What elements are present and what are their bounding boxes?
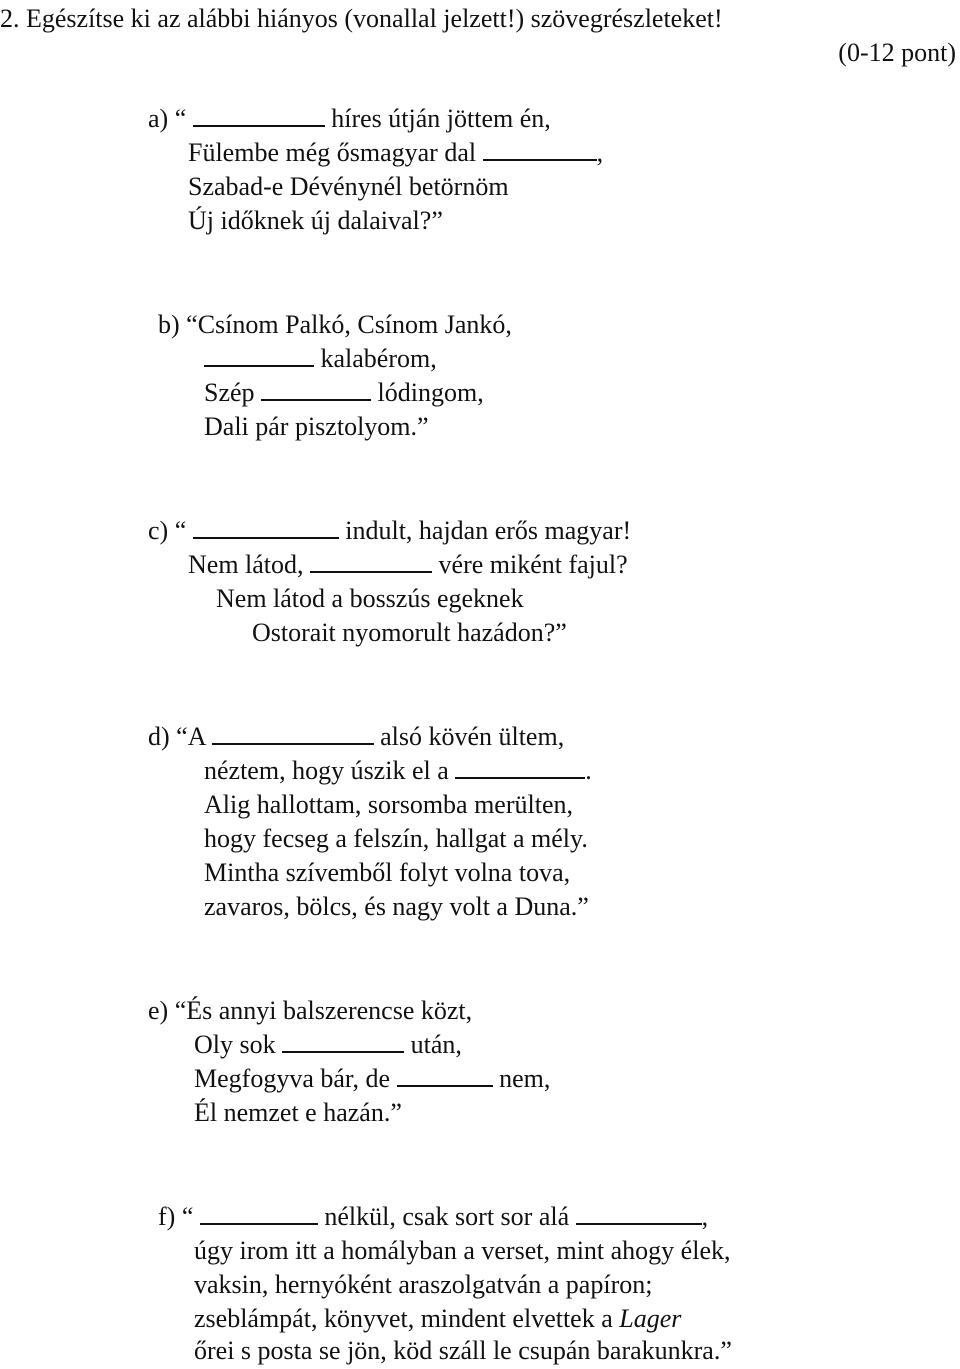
excerpt-a-line-3: Szabad-e Dévénynél betörnöm (188, 172, 509, 201)
excerpt-b-line-1: b) “Csínom Palkó, Csínom Jankó, (158, 310, 512, 339)
blank-c-1[interactable] (193, 515, 339, 539)
excerpt-d-line-4: hogy fecseg a felszín, hallgat a mély. (204, 824, 588, 853)
blank-e-2[interactable] (397, 1063, 493, 1087)
points-label: (0-12 pont) (838, 38, 956, 67)
excerpt-f-line-5: őrei s posta se jön, köd száll le csupán barakunkra.” (194, 1336, 732, 1365)
excerpt-f-line-4: zseblámpát, könyvet, mindent elvettek a Lager (194, 1304, 682, 1333)
excerpt-a-line-1: a) “ híres útján jöttem én, (148, 104, 551, 133)
excerpt-b-line-3: Szép lódingom, (204, 378, 484, 407)
excerpt-d-line-5: Mintha szívemből folyt volna tova, (204, 858, 571, 887)
excerpt-c-line-1: c) “ indult, hajdan erős magyar! (148, 516, 632, 545)
excerpt-e-line-3: Megfogyva bár, de nem, (194, 1064, 551, 1093)
excerpt-e-line-4: Él nemzet e hazán.” (194, 1098, 402, 1127)
blank-b-2[interactable] (261, 377, 371, 401)
excerpt-d-line-6: zavaros, bölcs, és nagy volt a Duna.” (204, 892, 589, 921)
excerpt-f-line-1: f) “ nélkül, csak sort sor alá , (158, 1202, 709, 1231)
blank-c-2[interactable] (310, 549, 432, 573)
excerpt-d-line-1: d) “A alsó kövén ültem, (148, 722, 565, 751)
blank-f-1[interactable] (200, 1201, 318, 1225)
blank-a-1[interactable] (193, 103, 325, 127)
excerpt-a-line-2: Fülembe még ősmagyar dal , (188, 138, 604, 167)
blank-e-1[interactable] (282, 1029, 404, 1053)
excerpt-f-line-3: vaksin, hernyóként araszolgatván a papíron; (194, 1270, 653, 1299)
blank-f-2[interactable] (576, 1201, 702, 1225)
blank-d-1[interactable] (212, 721, 374, 745)
excerpt-d-line-2: néztem, hogy úszik el a . (204, 756, 592, 785)
excerpt-d-line-3: Alig hallottam, sorsomba merülten, (204, 790, 573, 819)
excerpt-c-line-4: Ostorait nyomorult hazádon?” (252, 618, 567, 647)
excerpt-b-line-2: kalabérom, (204, 342, 437, 376)
blank-d-2[interactable] (455, 755, 585, 779)
blank-a-2[interactable] (483, 137, 597, 161)
lager-italic: Lager (619, 1304, 682, 1333)
excerpt-c-line-3: Nem látod a bosszús egeknek (216, 584, 524, 613)
excerpt-a-line-4: Új időknek új dalaival?” (188, 206, 443, 235)
excerpt-f-line-2: úgy irom itt a homályban a verset, mint ahogy élek, (194, 1236, 731, 1265)
task-instruction: 2. Egészítse ki az alábbi hiányos (vonallal jelzett!) szövegrészleteket! (0, 4, 723, 33)
blank-b-1[interactable] (204, 343, 314, 367)
excerpt-b-line-4: Dali pár pisztolyom.” (204, 412, 429, 441)
excerpt-c-line-2: Nem látod, vére miként fajul? (188, 550, 628, 579)
excerpt-e-line-1: e) “És annyi balszerencse közt, (148, 996, 473, 1025)
excerpt-e-line-2: Oly sok után, (194, 1030, 462, 1059)
